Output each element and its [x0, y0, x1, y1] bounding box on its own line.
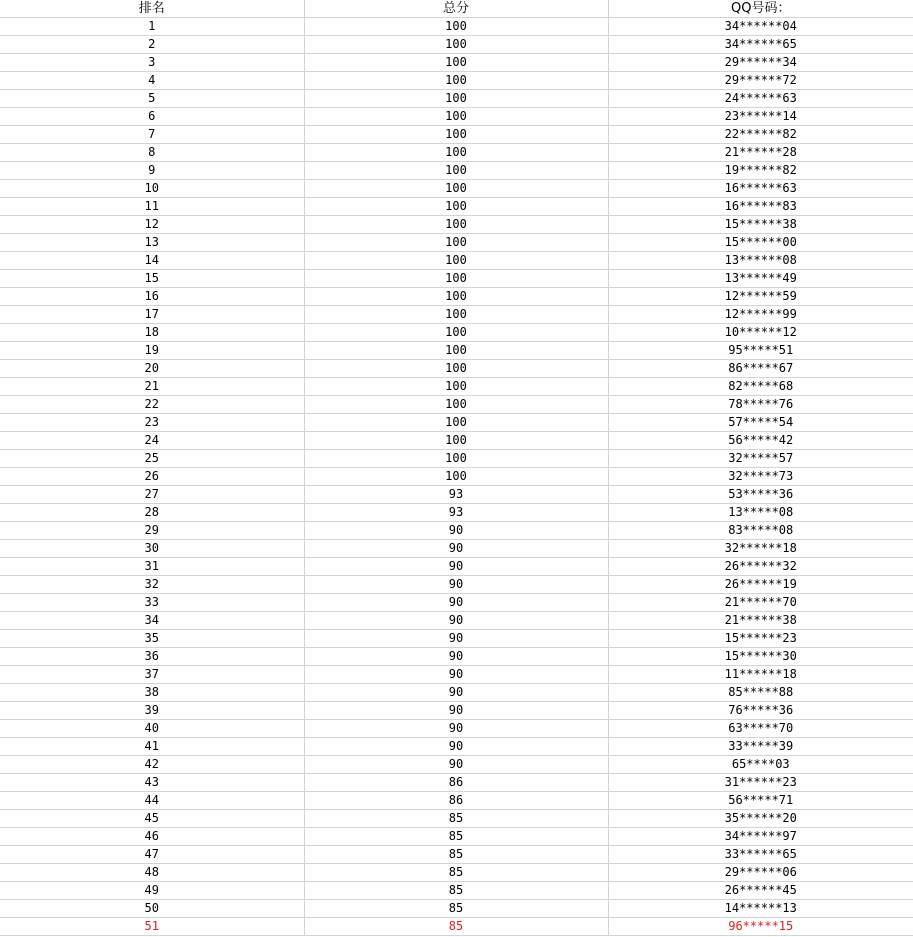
rank-cell: 5 — [0, 90, 304, 108]
rank-column-header: 排名 — [0, 0, 304, 18]
score-cell: 100 — [304, 36, 608, 54]
qq-cell: 34******97 — [608, 828, 913, 846]
table-row — [0, 342, 913, 360]
table-row — [0, 648, 913, 666]
rank-cell: 51 — [0, 918, 304, 936]
score-cell: 100 — [304, 54, 608, 72]
qq-cell: 15******38 — [608, 216, 913, 234]
qq-cell: 76*****36 — [608, 702, 913, 720]
table-row — [0, 126, 913, 144]
rank-cell: 11 — [0, 198, 304, 216]
rank-cell: 34 — [0, 612, 304, 630]
score-cell: 90 — [304, 576, 608, 594]
qq-cell: 21******28 — [608, 144, 913, 162]
score-cell: 90 — [304, 720, 608, 738]
rank-cell: 1 — [0, 18, 304, 36]
qq-cell: 13******49 — [608, 270, 913, 288]
rank-cell: 8 — [0, 144, 304, 162]
table-row — [0, 738, 913, 756]
qq-cell: 34******04 — [608, 18, 913, 36]
score-cell: 100 — [304, 162, 608, 180]
rank-cell: 10 — [0, 180, 304, 198]
qq-cell: 21******70 — [608, 594, 913, 612]
qq-cell: 96*****15 — [608, 918, 913, 936]
score-cell: 100 — [304, 144, 608, 162]
table-row — [0, 72, 913, 90]
qq-cell: 13******08 — [608, 252, 913, 270]
qq-cell: 32*****73 — [608, 468, 913, 486]
score-cell: 100 — [304, 396, 608, 414]
rank-cell: 49 — [0, 882, 304, 900]
table-row — [0, 36, 913, 54]
table-body — [0, 18, 913, 936]
rank-cell: 7 — [0, 126, 304, 144]
qq-cell: 29******34 — [608, 54, 913, 72]
rank-cell: 14 — [0, 252, 304, 270]
score-cell: 93 — [304, 504, 608, 522]
qq-cell: 35******20 — [608, 810, 913, 828]
rank-cell: 23 — [0, 414, 304, 432]
qq-cell: 82*****68 — [608, 378, 913, 396]
qq-cell: 19******82 — [608, 162, 913, 180]
qq-cell: 31******23 — [608, 774, 913, 792]
qq-cell: 57*****54 — [608, 414, 913, 432]
qq-cell: 26******19 — [608, 576, 913, 594]
rank-cell: 48 — [0, 864, 304, 882]
score-cell: 100 — [304, 306, 608, 324]
score-cell: 100 — [304, 180, 608, 198]
rank-cell: 12 — [0, 216, 304, 234]
table-row — [0, 522, 913, 540]
score-cell: 86 — [304, 792, 608, 810]
score-cell: 90 — [304, 558, 608, 576]
rank-cell: 19 — [0, 342, 304, 360]
score-cell: 90 — [304, 648, 608, 666]
table-row — [0, 378, 913, 396]
qq-cell: 85*****88 — [608, 684, 913, 702]
table-row — [0, 270, 913, 288]
table-row — [0, 864, 913, 882]
rank-cell: 45 — [0, 810, 304, 828]
table-row — [0, 540, 913, 558]
qq-cell: 56*****42 — [608, 432, 913, 450]
qq-cell: 83*****08 — [608, 522, 913, 540]
score-cell: 100 — [304, 414, 608, 432]
table-row — [0, 504, 913, 522]
rank-cell: 46 — [0, 828, 304, 846]
score-cell: 90 — [304, 612, 608, 630]
qq-cell: 34******65 — [608, 36, 913, 54]
rank-cell: 38 — [0, 684, 304, 702]
table-row — [0, 702, 913, 720]
score-cell: 85 — [304, 810, 608, 828]
table-row — [0, 306, 913, 324]
rank-cell: 18 — [0, 324, 304, 342]
qq-cell: 65****03 — [608, 756, 913, 774]
table-row — [0, 252, 913, 270]
table-row — [0, 18, 913, 36]
rank-cell: 21 — [0, 378, 304, 396]
score-cell: 85 — [304, 900, 608, 918]
qq-cell: 95*****51 — [608, 342, 913, 360]
score-cell: 100 — [304, 108, 608, 126]
qq-cell: 56*****71 — [608, 792, 913, 810]
qq-cell: 15******00 — [608, 234, 913, 252]
qq-cell: 78*****76 — [608, 396, 913, 414]
qq-cell: 29******06 — [608, 864, 913, 882]
score-cell: 90 — [304, 630, 608, 648]
table-row — [0, 612, 913, 630]
qq-cell: 26******45 — [608, 882, 913, 900]
score-cell: 100 — [304, 378, 608, 396]
qq-cell: 12******99 — [608, 306, 913, 324]
rank-cell: 9 — [0, 162, 304, 180]
qq-cell: 11******18 — [608, 666, 913, 684]
rank-cell: 15 — [0, 270, 304, 288]
table-row — [0, 828, 913, 846]
score-cell: 90 — [304, 684, 608, 702]
rank-cell: 30 — [0, 540, 304, 558]
score-cell: 100 — [304, 360, 608, 378]
rank-cell: 20 — [0, 360, 304, 378]
rank-cell: 40 — [0, 720, 304, 738]
qq-cell: 16******83 — [608, 198, 913, 216]
qq-cell: 33******65 — [608, 846, 913, 864]
qq-column-header: QQ号码： — [608, 0, 913, 18]
score-cell: 85 — [304, 882, 608, 900]
table-row — [0, 486, 913, 504]
qq-cell: 23******14 — [608, 108, 913, 126]
rank-cell: 44 — [0, 792, 304, 810]
table-row — [0, 216, 913, 234]
rank-cell: 3 — [0, 54, 304, 72]
score-cell: 85 — [304, 864, 608, 882]
table-row — [0, 882, 913, 900]
table-row — [0, 684, 913, 702]
rank-cell: 37 — [0, 666, 304, 684]
header-row — [0, 0, 913, 18]
rank-cell: 27 — [0, 486, 304, 504]
table-row — [0, 198, 913, 216]
table-row — [0, 810, 913, 828]
rank-cell: 28 — [0, 504, 304, 522]
score-cell: 100 — [304, 450, 608, 468]
rank-cell: 24 — [0, 432, 304, 450]
score-cell: 90 — [304, 756, 608, 774]
score-cell: 100 — [304, 288, 608, 306]
qq-cell: 86*****67 — [608, 360, 913, 378]
table-row — [0, 54, 913, 72]
score-cell: 100 — [304, 468, 608, 486]
score-cell: 100 — [304, 234, 608, 252]
table-row — [0, 108, 913, 126]
rank-cell: 36 — [0, 648, 304, 666]
score-cell: 100 — [304, 342, 608, 360]
qq-cell: 10******12 — [608, 324, 913, 342]
table-row — [0, 558, 913, 576]
rank-cell: 35 — [0, 630, 304, 648]
table-row — [0, 918, 913, 936]
score-cell: 85 — [304, 918, 608, 936]
rank-cell: 6 — [0, 108, 304, 126]
qq-cell: 16******63 — [608, 180, 913, 198]
rank-cell: 50 — [0, 900, 304, 918]
rank-cell: 47 — [0, 846, 304, 864]
qq-cell: 33*****39 — [608, 738, 913, 756]
qq-cell: 26******32 — [608, 558, 913, 576]
score-cell: 100 — [304, 324, 608, 342]
qq-cell: 21******38 — [608, 612, 913, 630]
rank-cell: 33 — [0, 594, 304, 612]
qq-cell: 12******59 — [608, 288, 913, 306]
table-row — [0, 900, 913, 918]
rank-cell: 29 — [0, 522, 304, 540]
table-row — [0, 450, 913, 468]
rank-cell: 31 — [0, 558, 304, 576]
qq-cell: 32******18 — [608, 540, 913, 558]
rank-cell: 4 — [0, 72, 304, 90]
table-row — [0, 594, 913, 612]
table-row — [0, 576, 913, 594]
qq-cell: 53*****36 — [608, 486, 913, 504]
rank-cell: 32 — [0, 576, 304, 594]
table-row — [0, 360, 913, 378]
table-row — [0, 792, 913, 810]
rank-cell: 2 — [0, 36, 304, 54]
score-cell: 90 — [304, 522, 608, 540]
table-row — [0, 144, 913, 162]
score-cell: 90 — [304, 594, 608, 612]
table-row — [0, 414, 913, 432]
rank-cell: 17 — [0, 306, 304, 324]
table-row — [0, 846, 913, 864]
qq-cell: 63*****70 — [608, 720, 913, 738]
rank-cell: 16 — [0, 288, 304, 306]
qq-cell: 32*****57 — [608, 450, 913, 468]
table-row — [0, 756, 913, 774]
rank-cell: 43 — [0, 774, 304, 792]
table-row — [0, 234, 913, 252]
score-cell: 100 — [304, 270, 608, 288]
rank-cell: 42 — [0, 756, 304, 774]
rank-cell: 39 — [0, 702, 304, 720]
table-row — [0, 162, 913, 180]
score-cell: 100 — [304, 198, 608, 216]
score-cell: 100 — [304, 252, 608, 270]
table-row — [0, 324, 913, 342]
qq-cell: 15******30 — [608, 648, 913, 666]
qq-cell: 29******72 — [608, 72, 913, 90]
score-cell: 100 — [304, 216, 608, 234]
table-row — [0, 468, 913, 486]
score-cell: 100 — [304, 72, 608, 90]
table-row — [0, 288, 913, 306]
rank-cell: 13 — [0, 234, 304, 252]
qq-cell: 24******63 — [608, 90, 913, 108]
score-cell: 100 — [304, 432, 608, 450]
qq-cell: 13*****08 — [608, 504, 913, 522]
score-cell: 85 — [304, 828, 608, 846]
score-cell: 100 — [304, 90, 608, 108]
table-row — [0, 180, 913, 198]
table-row — [0, 720, 913, 738]
score-cell: 100 — [304, 18, 608, 36]
score-cell: 86 — [304, 774, 608, 792]
score-column-header: 总分 — [304, 0, 608, 18]
qq-cell: 15******23 — [608, 630, 913, 648]
score-cell: 85 — [304, 846, 608, 864]
rank-cell: 26 — [0, 468, 304, 486]
table-row — [0, 666, 913, 684]
score-cell: 90 — [304, 702, 608, 720]
rank-cell: 41 — [0, 738, 304, 756]
score-cell: 93 — [304, 486, 608, 504]
table-row — [0, 90, 913, 108]
rank-cell: 22 — [0, 396, 304, 414]
table-row — [0, 774, 913, 792]
score-cell: 90 — [304, 738, 608, 756]
table-row — [0, 630, 913, 648]
table-row — [0, 396, 913, 414]
score-cell: 90 — [304, 666, 608, 684]
qq-cell: 14******13 — [608, 900, 913, 918]
rank-cell: 25 — [0, 450, 304, 468]
table-row — [0, 432, 913, 450]
qq-cell: 22******82 — [608, 126, 913, 144]
score-cell: 90 — [304, 540, 608, 558]
score-cell: 100 — [304, 126, 608, 144]
